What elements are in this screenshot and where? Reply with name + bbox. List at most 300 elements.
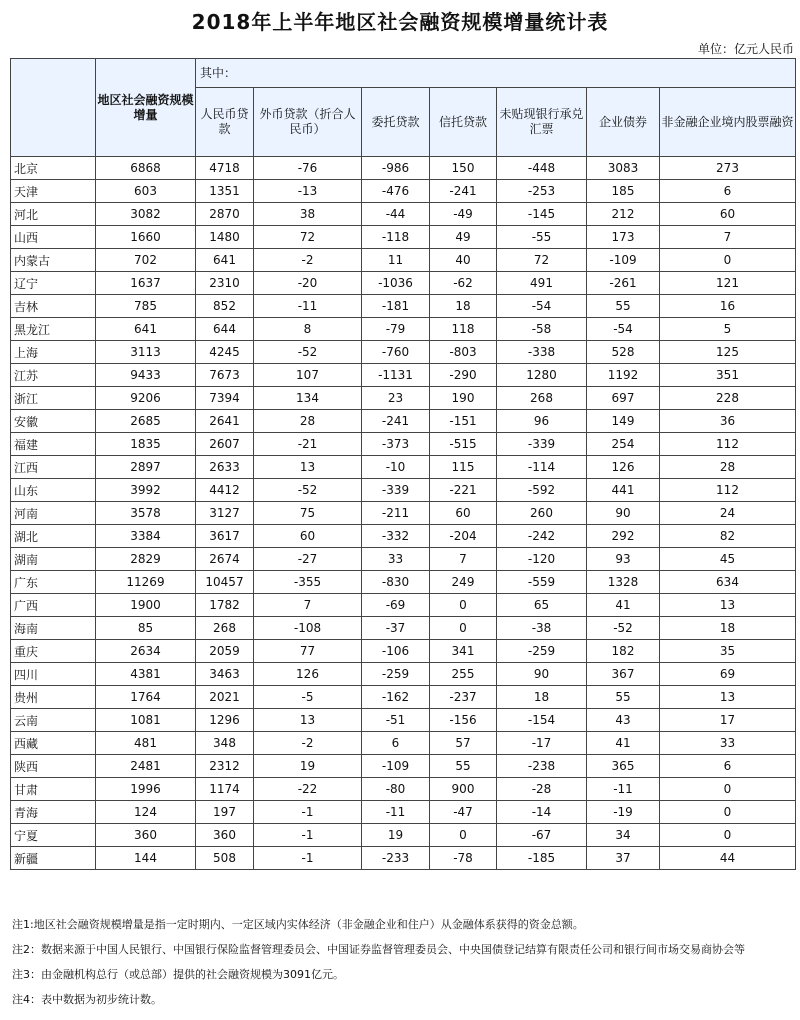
note-4: 注4：表中数据为初步统计数。: [12, 993, 162, 1006]
value-cell: 182: [587, 640, 660, 663]
value-cell: -803: [430, 341, 497, 364]
value-cell: 44: [660, 847, 796, 870]
table-row: [11, 295, 796, 318]
value-cell: 3083: [587, 157, 660, 180]
table-row: [11, 410, 796, 433]
table-row: [11, 686, 796, 709]
value-cell: 360: [96, 824, 196, 847]
value-cell: 90: [587, 502, 660, 525]
value-cell: -37: [362, 617, 430, 640]
value-cell: 1081: [96, 709, 196, 732]
value-cell: 17: [660, 709, 796, 732]
value-cell: 55: [430, 755, 497, 778]
region-cell: 贵州: [11, 686, 96, 709]
value-cell: -108: [254, 617, 362, 640]
value-cell: -20: [254, 272, 362, 295]
region-cell: 新疆: [11, 847, 96, 870]
value-cell: -54: [587, 318, 660, 341]
value-cell: 35: [660, 640, 796, 663]
region-cell: 浙江: [11, 387, 96, 410]
value-cell: 641: [96, 318, 196, 341]
region-cell: 青海: [11, 801, 96, 824]
value-cell: 115: [430, 456, 497, 479]
value-cell: 28: [660, 456, 796, 479]
value-cell: -145: [497, 203, 587, 226]
table-row: [11, 272, 796, 295]
table-row: [11, 640, 796, 663]
value-cell: 0: [660, 824, 796, 847]
value-cell: 1996: [96, 778, 196, 801]
value-cell: -1: [254, 801, 362, 824]
table-row: [11, 157, 796, 180]
value-cell: 23: [362, 387, 430, 410]
value-cell: 0: [430, 617, 497, 640]
financing-table: [10, 58, 796, 870]
table-row: [11, 525, 796, 548]
value-cell: -339: [362, 479, 430, 502]
value-cell: 603: [96, 180, 196, 203]
table-row: [11, 617, 796, 640]
region-cell: 海南: [11, 617, 96, 640]
value-cell: 2481: [96, 755, 196, 778]
value-cell: 268: [196, 617, 254, 640]
value-cell: 8: [254, 318, 362, 341]
value-cell: 2312: [196, 755, 254, 778]
value-cell: 49: [430, 226, 497, 249]
value-cell: 1328: [587, 571, 660, 594]
value-cell: 65: [497, 594, 587, 617]
value-cell: -242: [497, 525, 587, 548]
value-cell: -986: [362, 157, 430, 180]
value-cell: -476: [362, 180, 430, 203]
value-cell: -1036: [362, 272, 430, 295]
region-cell: 黑龙江: [11, 318, 96, 341]
value-cell: -2: [254, 732, 362, 755]
region-cell: 四川: [11, 663, 96, 686]
table-row: [11, 433, 796, 456]
region-cell: 内蒙古: [11, 249, 96, 272]
value-cell: 254: [587, 433, 660, 456]
value-cell: 1192: [587, 364, 660, 387]
col-header-corporate-bonds: 企业债券: [587, 88, 660, 157]
value-cell: -52: [254, 341, 362, 364]
table-row: [11, 180, 796, 203]
value-cell: 173: [587, 226, 660, 249]
value-cell: 2633: [196, 456, 254, 479]
value-cell: -54: [497, 295, 587, 318]
value-cell: 150: [430, 157, 497, 180]
value-cell: -204: [430, 525, 497, 548]
value-cell: 4245: [196, 341, 254, 364]
value-cell: 69: [660, 663, 796, 686]
value-cell: 75: [254, 502, 362, 525]
value-cell: 9433: [96, 364, 196, 387]
value-cell: 126: [587, 456, 660, 479]
value-cell: -28: [497, 778, 587, 801]
table-row: [11, 571, 796, 594]
value-cell: -52: [254, 479, 362, 502]
value-cell: 2897: [96, 456, 196, 479]
value-cell: 1764: [96, 686, 196, 709]
note-2: 注2：数据来源于中国人民银行、中国银行保险监督管理委员会、中国证券监督管理委员会、中央国债登记结算有限责任公司和银行间市场交易商协会等: [12, 943, 745, 956]
value-cell: -58: [497, 318, 587, 341]
value-cell: 13: [254, 709, 362, 732]
value-cell: 72: [497, 249, 587, 272]
value-cell: 2607: [196, 433, 254, 456]
value-cell: -151: [430, 410, 497, 433]
value-cell: 6: [660, 180, 796, 203]
value-cell: -238: [497, 755, 587, 778]
value-cell: 34: [587, 824, 660, 847]
value-cell: 341: [430, 640, 497, 663]
col-header-equity-financing: 非金融企业境内股票融资: [660, 88, 796, 157]
value-cell: 2641: [196, 410, 254, 433]
value-cell: 124: [96, 801, 196, 824]
table-row: [11, 341, 796, 364]
value-cell: 112: [660, 479, 796, 502]
value-cell: -5: [254, 686, 362, 709]
value-cell: -17: [497, 732, 587, 755]
region-cell: 甘肃: [11, 778, 96, 801]
value-cell: 1782: [196, 594, 254, 617]
region-header-cell: [11, 59, 96, 157]
table-row: [11, 226, 796, 249]
value-cell: 351: [660, 364, 796, 387]
value-cell: -1: [254, 847, 362, 870]
value-cell: 60: [660, 203, 796, 226]
note-1: 注1:地区社会融资规模增量是指一定时期内、一定区域内实体经济（非金融企业和住户）从金融体系获得的资金总额。: [12, 918, 584, 931]
value-cell: 18: [660, 617, 796, 640]
col-header-bank-acceptance: 未贴现银行承兑汇票: [497, 88, 587, 157]
value-cell: -259: [497, 640, 587, 663]
region-cell: 天津: [11, 180, 96, 203]
value-cell: 121: [660, 272, 796, 295]
region-cell: 山西: [11, 226, 96, 249]
region-cell: 陕西: [11, 755, 96, 778]
value-cell: -1: [254, 824, 362, 847]
value-cell: 18: [430, 295, 497, 318]
value-cell: 185: [587, 180, 660, 203]
value-cell: -62: [430, 272, 497, 295]
value-cell: 0: [660, 249, 796, 272]
value-cell: -830: [362, 571, 430, 594]
value-cell: 118: [430, 318, 497, 341]
value-cell: -69: [362, 594, 430, 617]
region-cell: 河南: [11, 502, 96, 525]
value-cell: 1835: [96, 433, 196, 456]
value-cell: 37: [587, 847, 660, 870]
value-cell: 19: [362, 824, 430, 847]
value-cell: 10457: [196, 571, 254, 594]
value-cell: 528: [587, 341, 660, 364]
value-cell: 634: [660, 571, 796, 594]
value-cell: 2059: [196, 640, 254, 663]
value-cell: 255: [430, 663, 497, 686]
value-cell: 5: [660, 318, 796, 341]
value-cell: 43: [587, 709, 660, 732]
region-cell: 山东: [11, 479, 96, 502]
value-cell: 33: [362, 548, 430, 571]
value-cell: 7: [254, 594, 362, 617]
value-cell: -11: [587, 778, 660, 801]
value-cell: 360: [196, 824, 254, 847]
value-cell: -241: [430, 180, 497, 203]
region-cell: 吉林: [11, 295, 96, 318]
value-cell: 3384: [96, 525, 196, 548]
value-cell: 11269: [96, 571, 196, 594]
table-row: [11, 387, 796, 410]
table-row: [11, 249, 796, 272]
value-cell: 367: [587, 663, 660, 686]
value-cell: -237: [430, 686, 497, 709]
value-cell: 149: [587, 410, 660, 433]
col-header-foreign-loans: 外币贷款（折合人民币）: [254, 88, 362, 157]
region-cell: 上海: [11, 341, 96, 364]
value-cell: 0: [660, 801, 796, 824]
value-cell: -52: [587, 617, 660, 640]
value-cell: 6868: [96, 157, 196, 180]
value-cell: 3463: [196, 663, 254, 686]
value-cell: -181: [362, 295, 430, 318]
value-cell: -2: [254, 249, 362, 272]
value-cell: -79: [362, 318, 430, 341]
table-row: [11, 663, 796, 686]
value-cell: 2634: [96, 640, 196, 663]
value-cell: 190: [430, 387, 497, 410]
value-cell: 33: [660, 732, 796, 755]
value-cell: 1900: [96, 594, 196, 617]
value-cell: 365: [587, 755, 660, 778]
value-cell: -1131: [362, 364, 430, 387]
value-cell: 60: [254, 525, 362, 548]
table-row: [11, 203, 796, 226]
region-cell: 河北: [11, 203, 96, 226]
value-cell: 7: [660, 226, 796, 249]
value-cell: -120: [497, 548, 587, 571]
notes-section: [12, 918, 792, 1018]
region-cell: 西藏: [11, 732, 96, 755]
value-cell: -109: [362, 755, 430, 778]
value-cell: 2829: [96, 548, 196, 571]
value-cell: -80: [362, 778, 430, 801]
value-cell: 1480: [196, 226, 254, 249]
col-header-trust-loans: 信托贷款: [430, 88, 497, 157]
value-cell: 19: [254, 755, 362, 778]
value-cell: -19: [587, 801, 660, 824]
value-cell: 24: [660, 502, 796, 525]
value-cell: -78: [430, 847, 497, 870]
value-cell: 45: [660, 548, 796, 571]
value-cell: -592: [497, 479, 587, 502]
value-cell: 3127: [196, 502, 254, 525]
value-cell: 1174: [196, 778, 254, 801]
value-cell: 785: [96, 295, 196, 318]
value-cell: -185: [497, 847, 587, 870]
value-cell: 3113: [96, 341, 196, 364]
table-row: [11, 548, 796, 571]
value-cell: 7673: [196, 364, 254, 387]
value-cell: -118: [362, 226, 430, 249]
value-cell: 852: [196, 295, 254, 318]
value-cell: 7394: [196, 387, 254, 410]
region-cell: 福建: [11, 433, 96, 456]
value-cell: 13: [660, 594, 796, 617]
value-cell: -156: [430, 709, 497, 732]
value-cell: 93: [587, 548, 660, 571]
value-cell: 96: [497, 410, 587, 433]
value-cell: 0: [430, 824, 497, 847]
value-cell: 292: [587, 525, 660, 548]
value-cell: -49: [430, 203, 497, 226]
value-cell: 13: [254, 456, 362, 479]
value-cell: 348: [196, 732, 254, 755]
value-cell: 18: [497, 686, 587, 709]
value-cell: 3578: [96, 502, 196, 525]
region-cell: 广东: [11, 571, 96, 594]
region-cell: 安徽: [11, 410, 96, 433]
value-cell: 697: [587, 387, 660, 410]
value-cell: 228: [660, 387, 796, 410]
table-row: [11, 502, 796, 525]
value-cell: 125: [660, 341, 796, 364]
value-cell: 641: [196, 249, 254, 272]
value-cell: -233: [362, 847, 430, 870]
value-cell: -21: [254, 433, 362, 456]
table-row: [11, 364, 796, 387]
value-cell: 40: [430, 249, 497, 272]
value-cell: 77: [254, 640, 362, 663]
value-cell: -13: [254, 180, 362, 203]
value-cell: 2870: [196, 203, 254, 226]
table-row: [11, 318, 796, 341]
value-cell: 13: [660, 686, 796, 709]
value-cell: -515: [430, 433, 497, 456]
value-cell: -339: [497, 433, 587, 456]
value-cell: 1660: [96, 226, 196, 249]
table-row: [11, 847, 796, 870]
table-row: [11, 456, 796, 479]
value-cell: 0: [660, 778, 796, 801]
value-cell: 38: [254, 203, 362, 226]
value-cell: 441: [587, 479, 660, 502]
value-cell: -10: [362, 456, 430, 479]
region-cell: 湖北: [11, 525, 96, 548]
value-cell: 41: [587, 732, 660, 755]
value-cell: -76: [254, 157, 362, 180]
value-cell: 134: [254, 387, 362, 410]
region-cell: 宁夏: [11, 824, 96, 847]
value-cell: -448: [497, 157, 587, 180]
value-cell: 260: [497, 502, 587, 525]
value-cell: 72: [254, 226, 362, 249]
table-body: [11, 157, 796, 870]
note-3: 注3：由金融机构总行（或总部）提供的社会融资规模为3091亿元。: [12, 968, 344, 981]
value-cell: 491: [497, 272, 587, 295]
value-cell: 144: [96, 847, 196, 870]
value-cell: -47: [430, 801, 497, 824]
value-cell: 11: [362, 249, 430, 272]
region-cell: 湖南: [11, 548, 96, 571]
region-cell: 广西: [11, 594, 96, 617]
region-cell: 江西: [11, 456, 96, 479]
region-cell: 北京: [11, 157, 96, 180]
value-cell: 481: [96, 732, 196, 755]
value-cell: 126: [254, 663, 362, 686]
value-cell: -241: [362, 410, 430, 433]
value-cell: 1637: [96, 272, 196, 295]
value-cell: -211: [362, 502, 430, 525]
value-cell: -27: [254, 548, 362, 571]
region-cell: 辽宁: [11, 272, 96, 295]
value-cell: -67: [497, 824, 587, 847]
value-cell: -11: [362, 801, 430, 824]
value-cell: 1351: [196, 180, 254, 203]
value-cell: -38: [497, 617, 587, 640]
value-cell: 4381: [96, 663, 196, 686]
value-cell: 4718: [196, 157, 254, 180]
value-cell: 85: [96, 617, 196, 640]
table-row: [11, 778, 796, 801]
value-cell: 212: [587, 203, 660, 226]
value-cell: -14: [497, 801, 587, 824]
value-cell: -760: [362, 341, 430, 364]
region-cell: 江苏: [11, 364, 96, 387]
table-row: [11, 801, 796, 824]
value-cell: 6: [362, 732, 430, 755]
page-title: 2018年上半年地区社会融资规模增量统计表: [191, 10, 609, 34]
value-cell: 28: [254, 410, 362, 433]
value-cell: 2310: [196, 272, 254, 295]
value-cell: -373: [362, 433, 430, 456]
value-cell: 268: [497, 387, 587, 410]
table-row: [11, 755, 796, 778]
table-row: [11, 709, 796, 732]
table-row: [11, 594, 796, 617]
value-cell: 57: [430, 732, 497, 755]
value-cell: 9206: [96, 387, 196, 410]
value-cell: -253: [497, 180, 587, 203]
value-cell: 4412: [196, 479, 254, 502]
value-cell: 107: [254, 364, 362, 387]
value-cell: -355: [254, 571, 362, 594]
region-cell: 云南: [11, 709, 96, 732]
value-cell: 702: [96, 249, 196, 272]
value-cell: 900: [430, 778, 497, 801]
value-cell: 90: [497, 663, 587, 686]
table-row: [11, 479, 796, 502]
value-cell: 197: [196, 801, 254, 824]
value-cell: 55: [587, 686, 660, 709]
value-cell: -162: [362, 686, 430, 709]
value-cell: -109: [587, 249, 660, 272]
value-cell: -338: [497, 341, 587, 364]
value-cell: -154: [497, 709, 587, 732]
value-cell: -44: [362, 203, 430, 226]
value-cell: -106: [362, 640, 430, 663]
value-cell: 2021: [196, 686, 254, 709]
value-cell: 112: [660, 433, 796, 456]
value-cell: 508: [196, 847, 254, 870]
value-cell: 36: [660, 410, 796, 433]
value-cell: 249: [430, 571, 497, 594]
value-cell: -221: [430, 479, 497, 502]
col-header-rmb-loans: 人民币贷款: [196, 88, 254, 157]
breakdown-group-header: 其中：: [196, 59, 796, 88]
value-cell: 644: [196, 318, 254, 341]
value-cell: 2685: [96, 410, 196, 433]
value-cell: -332: [362, 525, 430, 548]
value-cell: -259: [362, 663, 430, 686]
